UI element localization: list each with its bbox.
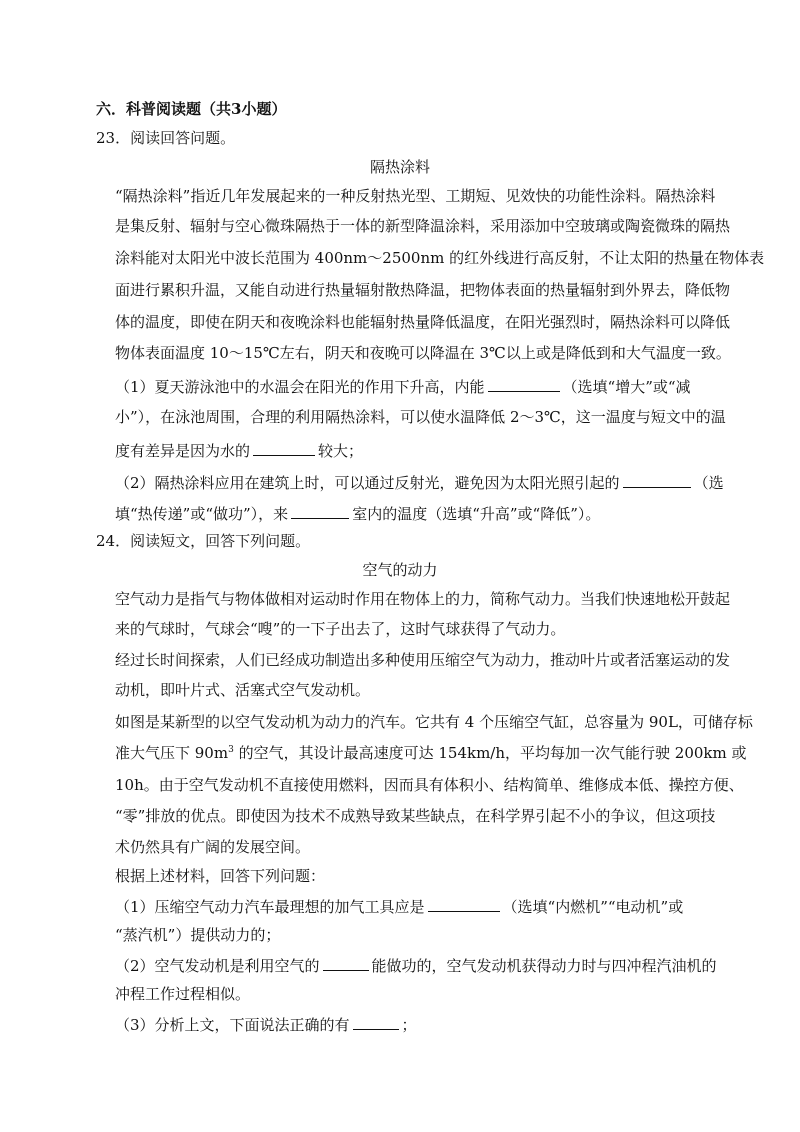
q24-sub3-answer-blank[interactable] [353, 1013, 399, 1030]
q24-paragraph-line: 10h。由于空气发动机不直接使用燃料，因而具有体积小、结构简单、维修成本低、操控方便、 [115, 776, 744, 794]
q24-sub1-answer-blank[interactable] [428, 895, 500, 912]
q24-sub3-end: ； [401, 1016, 417, 1034]
q24-paragraph-line: 术仍然具有广阔的发展空间。 [115, 838, 311, 856]
q24-paragraph-line: 如图是某新型的以空气发动机为动力的汽车。它共有 4 个压缩空气缸，总容量为 90L，可储存标 [115, 713, 753, 731]
q24-prompt: 24．阅读短文，回答下列问题。 [96, 532, 311, 550]
q24-paragraph-line: 动机，即叶片式、活塞式空气发动机。 [115, 681, 371, 699]
q24-sub1-line: “蒸汽机”）提供动力的； [115, 926, 281, 944]
q23-sub2-options-2: 室内的温度（选填“升高”或“降低”）。 [352, 505, 601, 523]
q23-sub1-answer-blank[interactable] [488, 375, 560, 392]
q24-text: 准大气压下 90m [115, 744, 229, 762]
q24-paragraph-line: 来的气球时，气球会“嗖”的一下子出去了，这时气球获得了气动力。 [115, 620, 566, 638]
q23-paragraph-line: “隔热涂料”指近几年发展起来的一种反射热光型、工期短、见效快的功能性涂料。隔热涂料 [115, 187, 716, 205]
q23-sub2-text: （2）隔热涂料应用在建筑上时，可以通过反射光，避免因为太阳光照引起的 [115, 474, 620, 492]
q24-sub1-options: （选填“内燃机”“电动机”或 [502, 898, 684, 916]
q23-paragraph-line: 涂料能对太阳光中波长范围为 400nm～2500nm 的红外线进行高反射，不让太阳的热量在物体表 [115, 249, 765, 267]
q24-sub1-line [115, 895, 683, 917]
q23-sub2-line [115, 471, 724, 493]
q24-sub2-text: （2）空气发动机是利用空气的 [115, 957, 320, 975]
q23-sub1-text: （1）夏天游泳池中的水温会在阳光的作用下升高，内能 [115, 378, 485, 396]
q24-paragraph-line: “零”排放的优点。即使因为技术不成熟导致某些缺点，在科学界引起不小的争议，但这项技 [115, 807, 716, 825]
q23-paragraph-line: 是集反射、辐射与空心微珠隔热于一体的新型降温涂料，采用添加中空玻璃或陶瓷微珠的隔热 [115, 217, 731, 235]
q24-sub2-text-cont: 能做功的，空气发动机获得动力时与四冲程汽油机的 [371, 957, 717, 975]
q24-paragraph-line: 空气动力是指气与物体做相对运动时作用在物体上的力，简称气动力。当我们快速地松开鼓起 [115, 590, 731, 608]
q23-sub2-line [115, 502, 600, 524]
q24-superscript: 3 [228, 745, 234, 755]
q24-paragraph-line: 根据上述材料，回答下列问题： [115, 867, 326, 885]
q23-sub1-answer-blank-2[interactable] [253, 439, 315, 456]
q24-sub3-text: （3）分析上文，下面说法正确的有 [115, 1016, 350, 1034]
q24-sub2-line: 冲程工作过程相似。 [115, 985, 251, 1003]
q23-sub2-answer-blank[interactable] [623, 471, 691, 488]
q24-paragraph-line [115, 743, 747, 763]
q23-sub2-options: （选 [693, 474, 724, 492]
q23-sub1-line: 小”），在泳池周围，合理的利用隔热涂料，可以使水温降低 2～3℃，这一温度与短文中的温 [115, 408, 726, 426]
q23-sub1-line [115, 375, 691, 397]
q23-sub1-line [115, 439, 363, 461]
q23-sub1-text: 度有差异是因为水的 [115, 442, 251, 460]
q23-paragraph-line: 体的温度，即使在阴天和夜晚涂料也能辐射热量降低温度，在阳光强烈时，隔热涂料可以降低 [115, 313, 731, 331]
q24-sub2-answer-blank[interactable] [323, 954, 369, 971]
q23-paragraph-line: 物体表面温度 10～15℃左右，阴天和夜晚可以降温在 3℃以上或是降低到和大气温度一致。 [115, 344, 731, 362]
q24-paragraph-line: 经过长时间探索，人们已经成功制造出多种使用压缩空气为动力，推动叶片或者活塞运动的发 [115, 651, 731, 669]
q23-paragraph-line: 面进行累积升温，又能自动进行热量辐射散热降温，把物体表面的热量辐射到外界去，降低物 [115, 281, 731, 299]
q24-article-title: 空气的动力 [362, 561, 438, 579]
q23-prompt: 23．阅读回答问题。 [96, 129, 236, 147]
q24-text-cont: 的空气，其设计最高速度可达 154km/h，平均每加一次气能行驶 200km 或 [233, 744, 747, 762]
q23-sub2-answer-blank-2[interactable] [291, 502, 349, 519]
q24-sub2-line [115, 954, 717, 976]
q24-sub3-line [115, 1013, 417, 1035]
q24-sub1-text: （1）压缩空气动力汽车最理想的加气工具应是 [115, 898, 425, 916]
q23-sub1-text-end: 较大； [318, 442, 364, 460]
q23-article-title: 隔热涂料 [369, 158, 430, 176]
section-heading: 六．科普阅读题（共3小题） [96, 100, 287, 118]
q23-sub2-text: 填“热传递”或“做功”），来 [115, 505, 289, 523]
q23-sub1-options: （选填“增大”或“减 [562, 378, 691, 396]
